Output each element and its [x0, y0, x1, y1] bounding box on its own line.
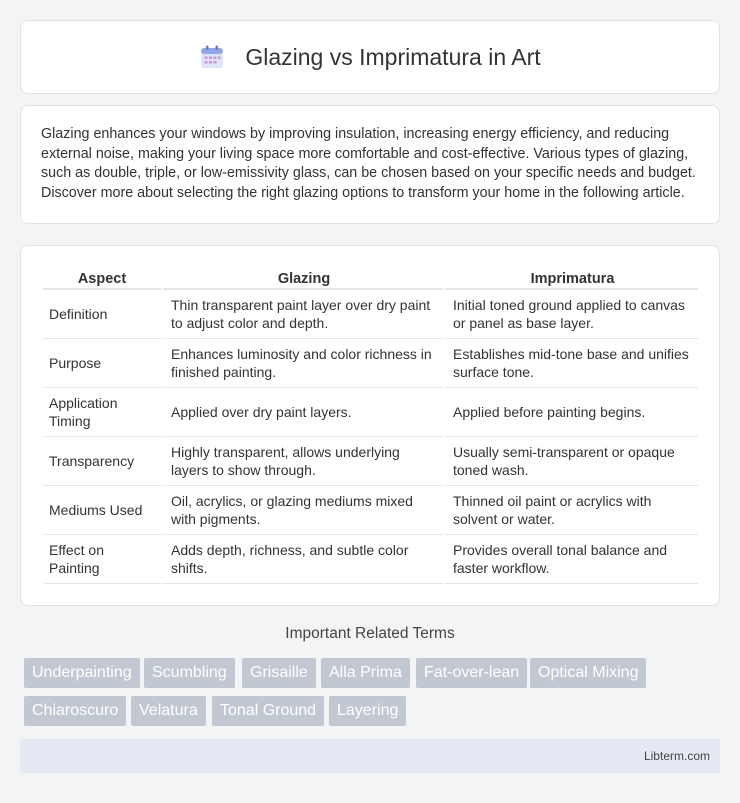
comparison-table-card	[20, 245, 720, 606]
calendar-icon	[199, 44, 225, 70]
tag-tonal-ground[interactable]: Tonal Ground	[212, 696, 324, 726]
imprimatura-cell: Applied before painting begins.	[443, 388, 698, 437]
aspect-cell: Application Timing	[43, 388, 161, 437]
column-header-imprimatura: Imprimatura	[443, 268, 698, 290]
table-row	[43, 535, 698, 584]
footer-site-link[interactable]: Libterm.com	[643, 749, 710, 763]
aspect-cell: Effect on Painting	[43, 535, 161, 584]
aspect-cell: Mediums Used	[43, 486, 161, 535]
aspect-cell: Definition	[43, 290, 161, 339]
tag-chiaroscuro[interactable]: Chiaroscuro	[24, 696, 126, 726]
column-header-aspect: Aspect	[43, 268, 161, 290]
tag-optical-mixing[interactable]: Optical Mixing	[530, 658, 646, 688]
tag-fat-over-lean[interactable]: Fat-over-lean	[416, 658, 527, 688]
header-card	[20, 20, 720, 94]
footer	[20, 739, 720, 773]
comparison-table	[43, 268, 698, 584]
intro-card	[20, 105, 720, 224]
tag-velatura[interactable]: Velatura	[131, 696, 206, 726]
glazing-cell: Thin transparent paint layer over dry paint to adjust color and depth.	[161, 290, 443, 339]
imprimatura-cell: Establishes mid-tone base and unifies surface tone.	[443, 339, 698, 388]
imprimatura-cell: Thinned oil paint or acrylics with solvent or water.	[443, 486, 698, 535]
imprimatura-cell: Provides overall tonal balance and faster workflow.	[443, 535, 698, 584]
table-row	[43, 486, 698, 535]
tag-underpainting[interactable]: Underpainting	[24, 658, 140, 688]
aspect-cell: Purpose	[43, 339, 161, 388]
table-row	[43, 339, 698, 388]
table-header-row	[43, 268, 698, 290]
glazing-cell: Applied over dry paint layers.	[161, 388, 443, 437]
aspect-cell: Transparency	[43, 437, 161, 486]
tag-layering[interactable]: Layering	[329, 696, 406, 726]
glazing-cell: Highly transparent, allows underlying layers to show through.	[161, 437, 443, 486]
table-row	[43, 388, 698, 437]
glazing-cell: Enhances luminosity and color richness in finished painting.	[161, 339, 443, 388]
related-terms-heading: Important Related Terms	[285, 625, 455, 642]
glazing-cell: Oil, acrylics, or glazing mediums mixed with pigments.	[161, 486, 443, 535]
table-row	[43, 437, 698, 486]
imprimatura-cell: Initial toned ground applied to canvas or panel as base layer.	[443, 290, 698, 339]
glazing-cell: Adds depth, richness, and subtle color shifts.	[161, 535, 443, 584]
tag-grisaille[interactable]: Grisaille	[242, 658, 316, 688]
tag-scumbling[interactable]: Scumbling	[144, 658, 235, 688]
imprimatura-cell: Usually semi-transparent or opaque toned wash.	[443, 437, 698, 486]
page-title: Glazing vs Imprimatura in Art	[245, 43, 541, 70]
intro-text: Glazing enhances your windows by improving insulation, increasing energy efficiency, and reducing external noise, making your living space more comfortable and cost-effective. Various types of glazing, such as double, triple, or low-emissivity glass, can be chosen based on your specific needs and budget. Discover more about selecting the right glazing options to transform your home in the following article.	[41, 126, 696, 201]
table-row	[43, 290, 698, 339]
column-header-glazing: Glazing	[161, 268, 443, 290]
tag-alla-prima[interactable]: Alla Prima	[321, 658, 410, 688]
